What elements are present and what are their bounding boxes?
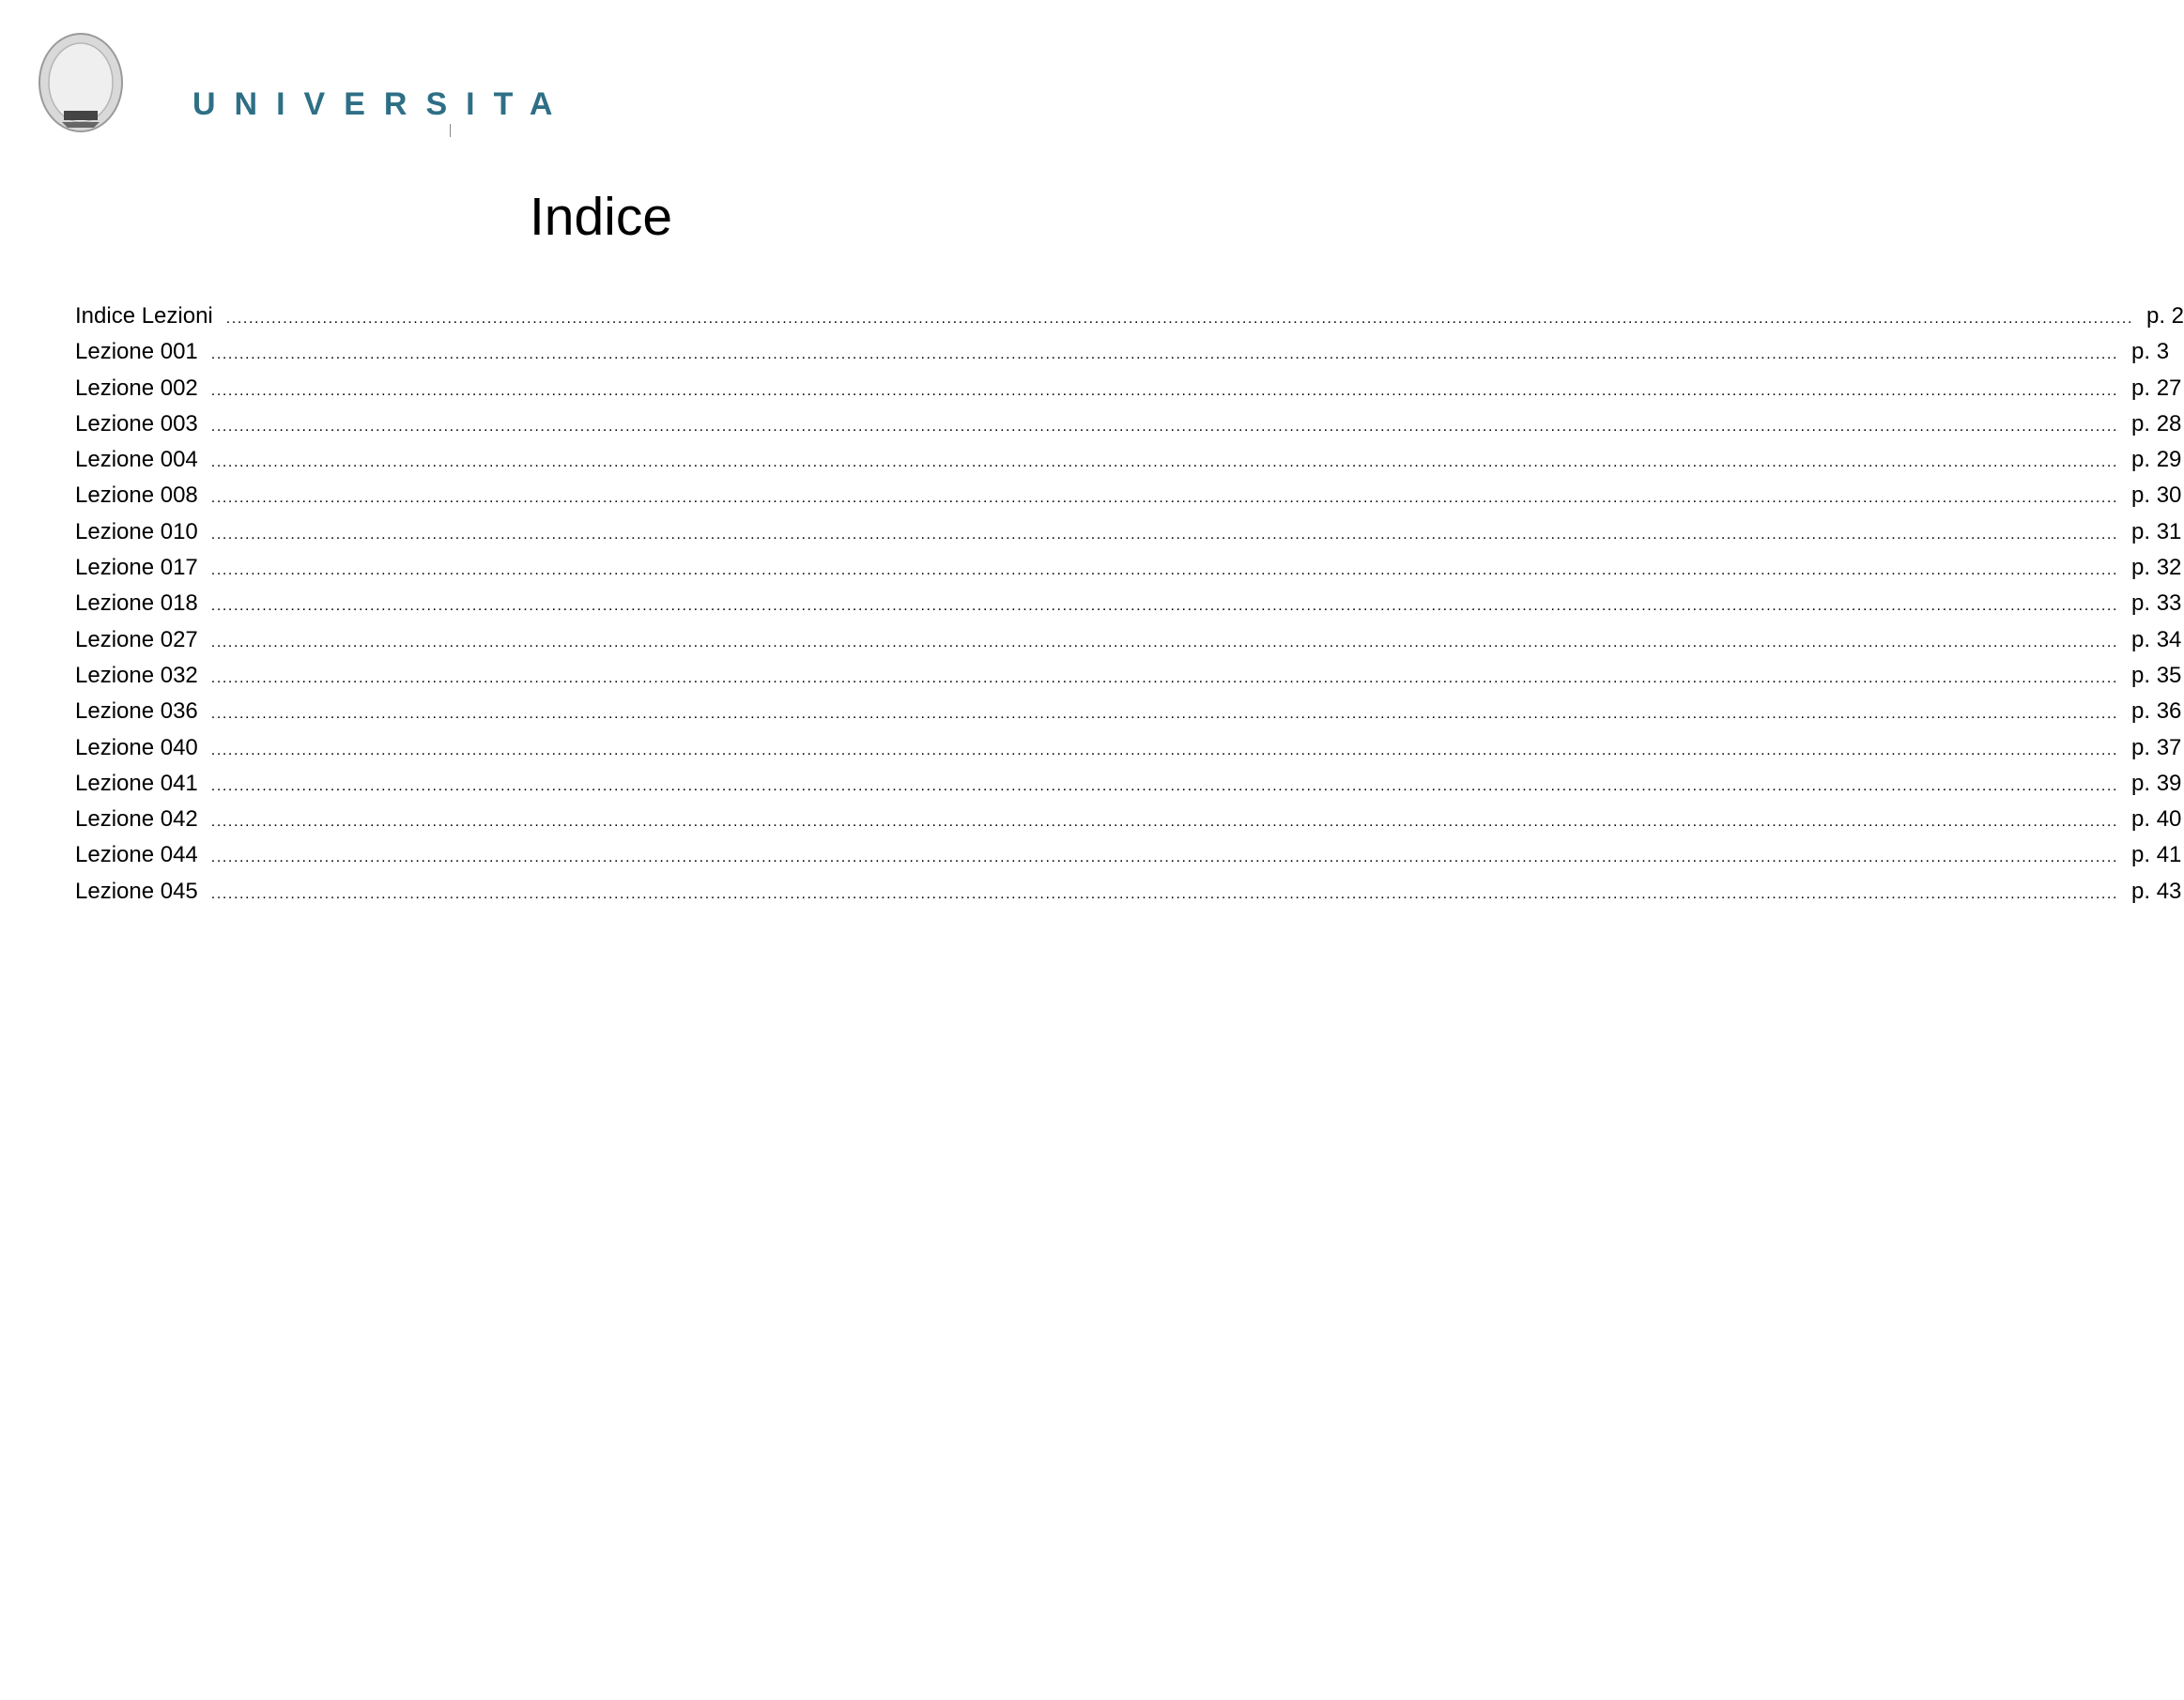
toc-entry[interactable] xyxy=(75,371,2182,406)
header-divider xyxy=(450,124,451,137)
toc-entry-page: p. 29 xyxy=(2131,447,2182,473)
toc-entry-label: Lezione 036 xyxy=(75,698,198,725)
toc-entry-page: p. 2 xyxy=(2146,303,2184,329)
toc-dot-leader xyxy=(211,661,2118,697)
toc-entry-label: Lezione 041 xyxy=(75,770,198,796)
logo-wordmark-text: UNIVERSITA xyxy=(192,86,572,122)
toc-entry-label: Indice Lezioni xyxy=(75,303,213,329)
table-of-contents xyxy=(75,299,2184,910)
toc-entry-label: Lezione 001 xyxy=(75,339,198,365)
toc-entry-page: p. 30 xyxy=(2131,482,2182,509)
toc-dot-leader xyxy=(211,553,2118,589)
toc-entry[interactable] xyxy=(75,658,2182,694)
toc-entry-label: Lezione 004 xyxy=(75,447,198,473)
toc-entry[interactable] xyxy=(75,622,2182,658)
toc-dot-leader xyxy=(211,625,2118,661)
toc-entry[interactable] xyxy=(75,802,2182,837)
toc-entry[interactable] xyxy=(75,550,2182,586)
toc-dot-leader xyxy=(211,840,2118,876)
toc-entry-label: Lezione 003 xyxy=(75,410,198,436)
toc-dot-leader xyxy=(211,769,2118,804)
toc-dot-leader xyxy=(226,301,2133,337)
toc-entry[interactable] xyxy=(75,442,2182,478)
toc-entry[interactable] xyxy=(75,694,2182,729)
toc-dot-leader xyxy=(211,697,2118,732)
toc-entry-page: p. 31 xyxy=(2131,518,2182,544)
toc-entry[interactable] xyxy=(75,478,2182,513)
toc-dot-leader xyxy=(211,481,2118,516)
toc-entry-page: p. 43 xyxy=(2131,878,2182,904)
toc-entry-page: p. 33 xyxy=(2131,590,2182,617)
toc-entry-label: Lezione 008 xyxy=(75,482,198,509)
page-header xyxy=(0,0,1202,160)
toc-dot-leader xyxy=(211,733,2118,769)
toc-entry-page: p. 37 xyxy=(2131,734,2182,760)
toc-entry[interactable] xyxy=(75,406,2182,442)
toc-entry-page: p. 32 xyxy=(2131,555,2182,581)
toc-entry-label: Lezione 027 xyxy=(75,626,198,652)
toc-entry-page: p. 27 xyxy=(2131,375,2182,401)
toc-entry[interactable] xyxy=(75,299,2184,334)
toc-dot-leader xyxy=(211,517,2118,553)
toc-entry-label: Lezione 018 xyxy=(75,590,198,617)
toc-entry[interactable] xyxy=(75,586,2182,621)
toc-entry[interactable] xyxy=(75,837,2182,873)
logo-wordmark xyxy=(192,86,572,133)
toc-entry[interactable] xyxy=(75,334,2170,370)
toc-entry-label: Lezione 045 xyxy=(75,878,198,904)
toc-entry-label: Lezione 032 xyxy=(75,662,198,688)
toc-entry-label: Lezione 040 xyxy=(75,734,198,760)
toc-entry-page: p. 39 xyxy=(2131,770,2182,796)
toc-dot-leader xyxy=(211,589,2118,624)
toc-entry[interactable] xyxy=(75,766,2182,802)
toc-entry[interactable] xyxy=(75,514,2182,550)
toc-entry[interactable] xyxy=(75,874,2182,910)
university-seal-logo xyxy=(36,90,126,137)
toc-entry-page: p. 34 xyxy=(2131,626,2182,652)
toc-entry-label: Lezione 002 xyxy=(75,375,198,401)
toc-entry-page: p. 35 xyxy=(2131,662,2182,688)
toc-dot-leader xyxy=(211,445,2118,481)
toc-entry-page: p. 28 xyxy=(2131,410,2182,436)
toc-entry-page: p. 41 xyxy=(2131,842,2182,868)
toc-entry-label: Lezione 017 xyxy=(75,555,198,581)
toc-entry-label: Lezione 044 xyxy=(75,842,198,868)
toc-dot-leader xyxy=(211,337,2118,373)
toc-dot-leader xyxy=(211,374,2118,409)
toc-dot-leader xyxy=(211,804,2118,840)
toc-entry-page: p. 3 xyxy=(2131,339,2170,365)
toc-entry-page: p. 36 xyxy=(2131,698,2182,725)
toc-entry-label: Lezione 010 xyxy=(75,518,198,544)
toc-dot-leader xyxy=(211,409,2118,445)
toc-entry-page: p. 40 xyxy=(2131,806,2182,833)
toc-dot-leader xyxy=(211,877,2118,912)
toc-entry[interactable] xyxy=(75,730,2182,766)
page-title: Indice xyxy=(529,187,673,247)
toc-entry-label: Lezione 042 xyxy=(75,806,198,833)
